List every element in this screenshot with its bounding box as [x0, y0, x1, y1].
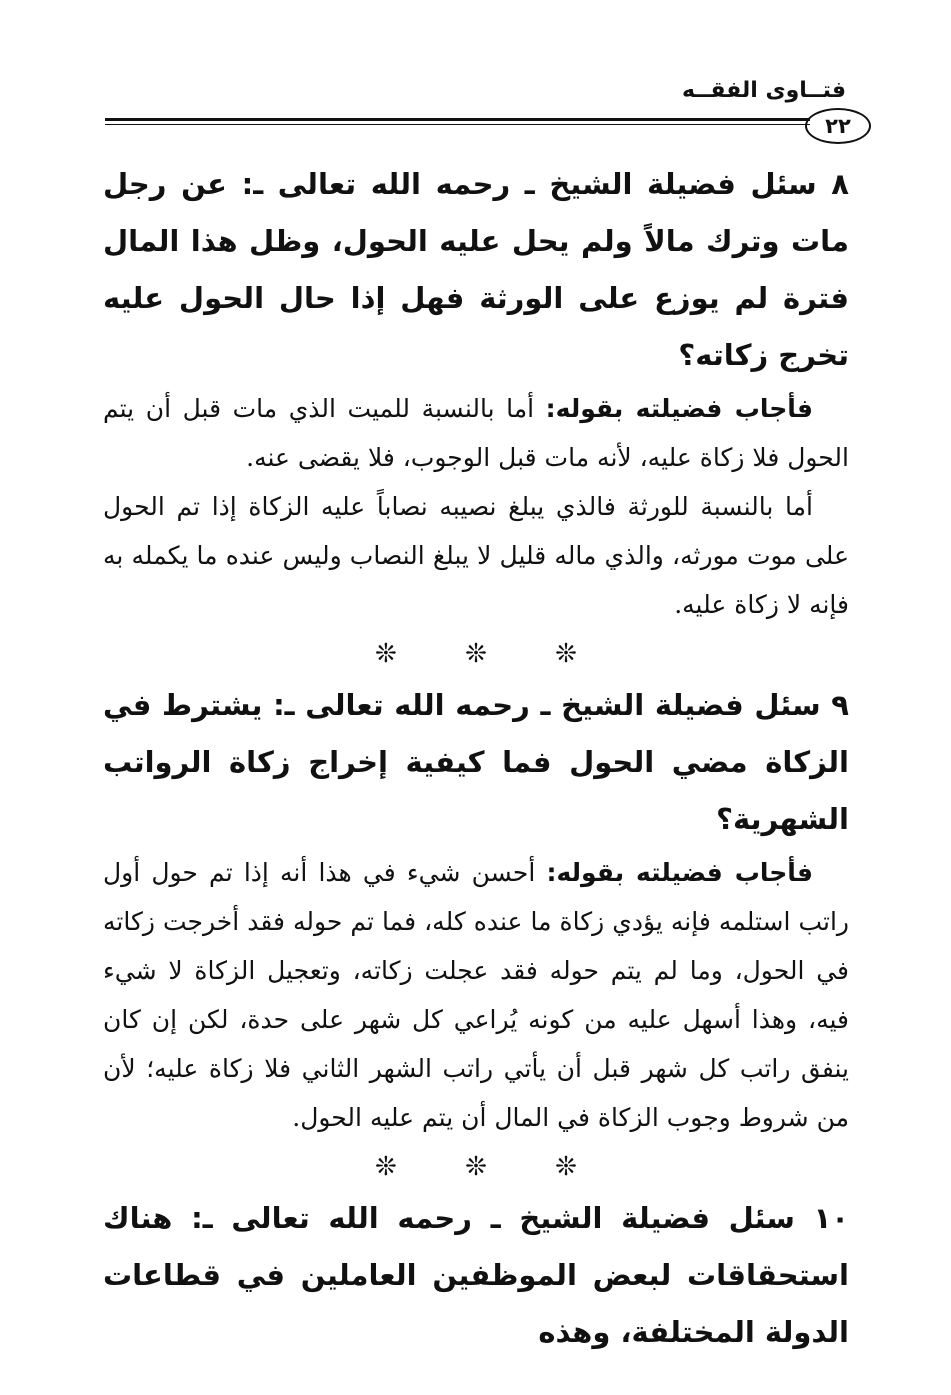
answer-8	[103, 384, 849, 482]
answer-9	[103, 848, 849, 1142]
page-number: ٢٢	[805, 108, 871, 144]
page-body	[103, 156, 849, 1361]
header-rule-thin	[105, 124, 810, 125]
running-title: فتــاوى الفقــه	[681, 78, 846, 103]
answer-8-lead: فأجاب فضيلته بقوله:	[545, 394, 814, 423]
answer-8-text: أما بالنسبة للميت الذي مات قبل أن يتم الحول فلا زكاة عليه، لأنه مات قبل الوجوب، فلا يقضى عنه.	[103, 394, 849, 472]
question-10: ١٠ سئل فضيلة الشيخ ـ رحمه الله تعالى ـ: هناك استحقاقات لبعض الموظفين العاملين في قطاعات الدولة المختلفة، وهذه	[103, 1201, 849, 1349]
question-9: ٩ سئل فضيلة الشيخ ـ رحمه الله تعالى ـ: يشترط في الزكاة مضي الحول فما كيفية إخراج زكاة الرواتب الشهرية؟	[103, 688, 849, 836]
question-8: ٨ سئل فضيلة الشيخ ـ رحمه الله تعالى ـ: عن رجل مات وترك مالاً ولم يحل عليه الحول، وظل هذا المال فترة لم يوزع على الورثة فهل إذا حال الحول عليه تخرج زكاته؟	[103, 167, 849, 372]
answer-9-lead: فأجاب فضيلته بقوله:	[546, 858, 813, 887]
section-separator-2: ❊ ❊ ❊	[375, 1152, 607, 1182]
section-separator-1: ❊ ❊ ❊	[375, 639, 607, 669]
answer-8-continued: أما بالنسبة للورثة فالذي يبلغ نصيبه نصاباً عليه الزكاة إذا تم الحول على موت مورثه، والذي ماله قليل لا يبلغ النصاب وليس عنده ما يكمله به فإنه لا زكاة عليه.	[103, 492, 849, 619]
header-rule-thick	[105, 118, 810, 121]
answer-9-text: أحسن شيء في هذا أنه إذا تم حول أول راتب استلمه فإنه يؤدي زكاة ما عنده كله، فما تم حوله فقد أخرجت زكاته في الحول، وما لم يتم حوله فقد عجلت زكاته، وتعجيل الزكاة لا شيء فيه، وهذا أسهل عليه من كونه يُراعي كل شهر على حدة، لكن إن كان ينفق راتب كل شهر قبل أن يأتي راتب الشهر الثاني فلا زكاة عليه؛ لأن من شروط وجوب الزكاة في المال أن يتم عليه الحول.	[103, 858, 849, 1132]
header-rule	[105, 118, 810, 128]
